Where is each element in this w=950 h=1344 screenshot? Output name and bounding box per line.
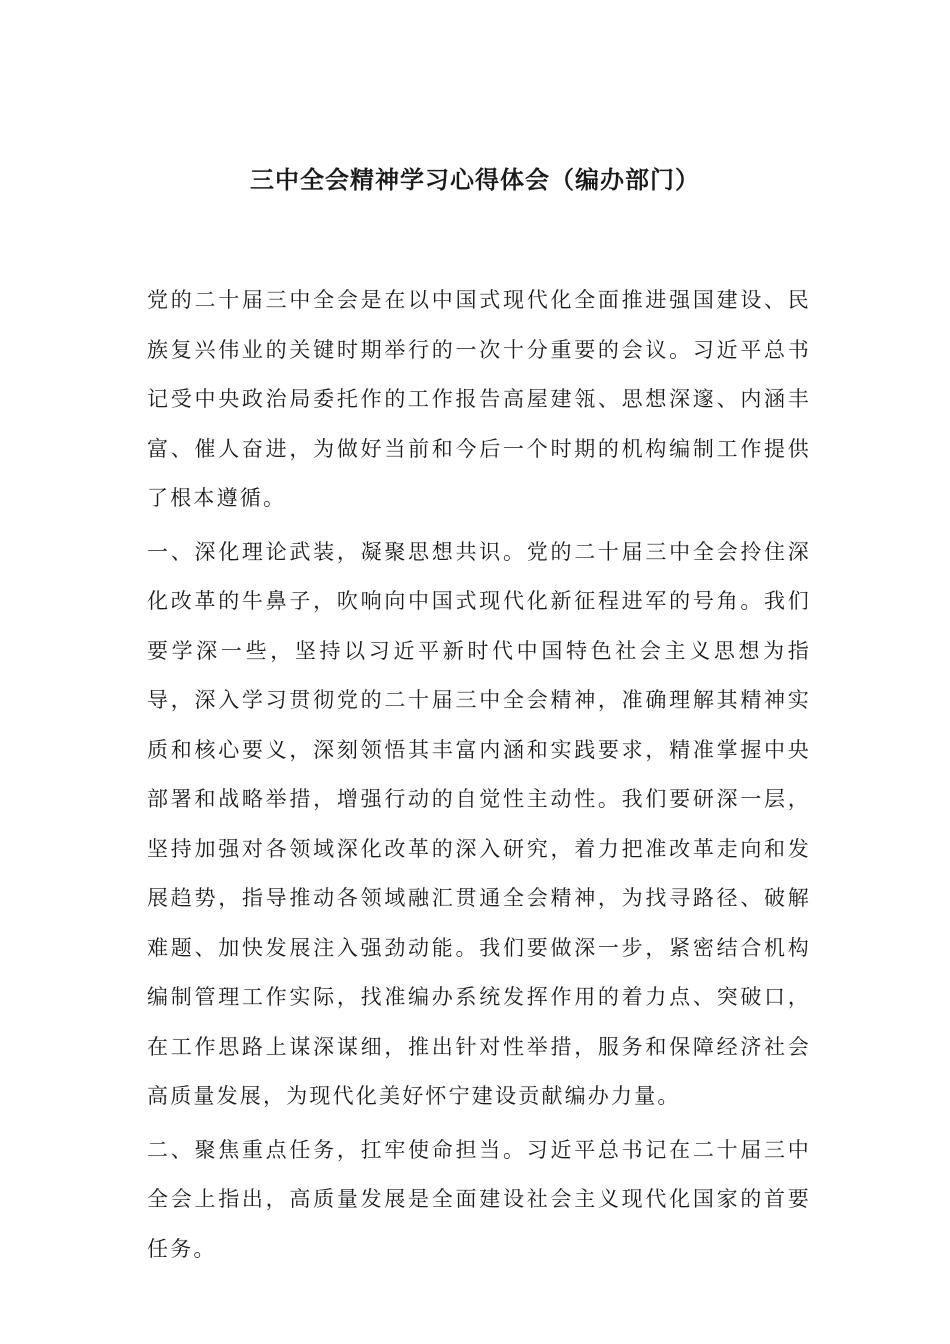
paragraph-section-one: 一、深化理论武装，凝聚思想共识。党的二十届三中全会拎住深化改革的牛鼻子，吹响向中国式现代化新征程进军的号角。我们要学深一些，坚持以习近平新时代中国特色社会主义思想为指导，深入学习贯彻党的二十届三中全会精神，准确理解其精神实质和核心要义，深刻领悟其丰富内涵和实践要求，精准掌握中央部署和战略举措，增强行动的自觉性主动性。我们要研深一层，坚持加强对各领域深化改革的深入研究，着力把准改革走向和发展趋势，指导推动各领域融汇贯通全会精神，为找寻路径、破解难题、加快发展注入强劲动能。我们要做深一步，紧密结合机构编制管理工作实际，找准编办系统发挥作用的着力点、突破口，在工作思路上谋深谋细，推出针对性举措，服务和保障经济社会高质量发展，为现代化美好怀宁建设贡献编办力量。 xyxy=(147,539,811,1108)
document-title: 三中全会精神学习心得体会（编办部门） xyxy=(250,166,700,194)
paragraph-section-two: 二、聚焦重点任务，扛牢使命担当。习近平总书记在二十届三中全会上指出，高质量发展是全面建设社会主义现代化国家的首要任务。 xyxy=(147,1137,811,1261)
paragraph-intro: 党的二十届三中全会是在以中国式现代化全面推进强国建设、民族复兴伟业的关键时期举行的一次十分重要的会议。习近平总书记受中央政治局委托作的工作报告高屋建瓴、思想深邃、内涵丰富、催人奋进，为做好当前和今后一个时期的机构编制工作提供了根本遵循。 xyxy=(147,288,811,510)
document-body xyxy=(147,276,811,1278)
